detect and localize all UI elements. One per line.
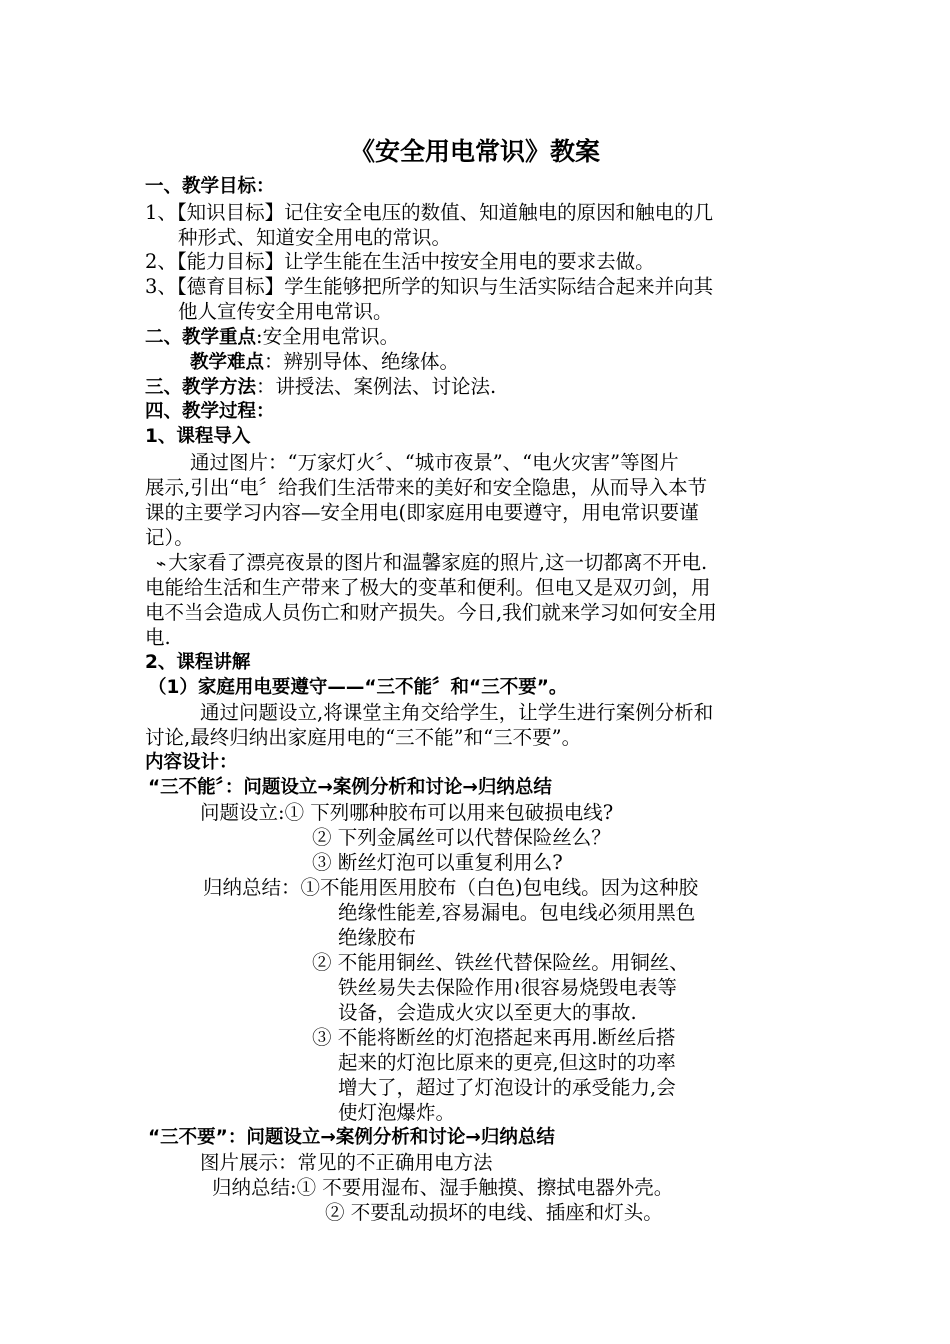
section1-heading: 一、教学目标： [145, 176, 275, 197]
key-point-line [145, 324, 807, 350]
objective-ability: 2、【能力目标】让学生能在生活中按安全用电的要求去做。 [145, 250, 655, 273]
summary-line1 [203, 875, 865, 900]
explain-heading: 2、课程讲解 [145, 652, 251, 673]
answer-1-line3: 绝缘胶布 [338, 926, 417, 949]
objective-moral-line2: 他人宣传安全用电常识。 [178, 300, 393, 323]
answer-3-line4: 使灯泡爆炸。 [338, 1101, 456, 1124]
bullet-symbol-icon: ⌁ [156, 554, 167, 574]
question-1: ① 下列哪种胶布可以用来包破损电线? [284, 801, 614, 824]
answer-3-line3: 增大了，超过了灯泡设计的承受能力,会 [338, 1076, 676, 1099]
three-dont-heading: “三不要”：问题设立→案例分析和讨论→归纳总结 [148, 1127, 555, 1148]
question-2: ② 下列金属丝可以代替保险丝么？ [312, 826, 611, 849]
objective-knowledge-line2: 种形式、知道安全用电的常识。 [178, 226, 452, 249]
section4-heading: 四、教学过程： [145, 401, 275, 422]
intro-p1-line2: 展示,引出“电〞给我们生活带来的美好和安全隐患，从而导入本节 [145, 476, 708, 499]
intro-p2-line3: 电不当会造成人员伤亡和财产损失。今日,我们就来学习如何安全用 [145, 601, 717, 624]
key-point-label: 二、教学重点 [145, 327, 257, 348]
difficulty-label: 教学难点 [190, 352, 265, 373]
answer-2-line2: 铁丝易失去保险作用≀很容易烧毁电表等 [338, 976, 677, 999]
answer-2-line3: 设备，会造成火灾以至更大的事故. [338, 1001, 637, 1024]
key-point-value: :安全用电常识。 [256, 325, 400, 348]
intro-p2-line1: 大家看了漂亮夜景的图片和温馨家庭的照片,这一切都离不开电. [168, 551, 708, 574]
question-label: 问题设立: [200, 801, 285, 824]
question-line1 [200, 800, 862, 825]
answer-1-line2: 绝缘性能差,容易漏电。包电线必须用黑色 [338, 901, 696, 924]
summary-label: 归纳总结： [203, 876, 301, 899]
rule-2: ② 不要乱动损坏的电线、插座和灯头。 [325, 1201, 663, 1224]
sub1-p-line2: 讨论,最终归纳出家庭用电的“三不能”和“三不要”。 [145, 726, 582, 749]
difficulty-value: ：辨别导体、绝缘体。 [264, 350, 460, 373]
sub1-heading: （1）家庭用电要遵守——“三不能〞和“三不要”。 [148, 677, 568, 698]
answer-2-line1: ② 不能用铜丝、铁丝代替保险丝。用铜丝、 [312, 951, 689, 974]
objective-moral-line1: 3、【德育目标】学生能够把所学的知识与生活实际结合起来并向其 [145, 275, 714, 298]
intro-p2-line4: 电. [145, 626, 171, 649]
answer-1-line1: ①不能用医用胶布（白色)包电线。因为这种胶 [300, 876, 699, 899]
method-line [145, 374, 807, 400]
intro-p2-line1-wrap [156, 550, 818, 577]
intro-p1-line3: 课的主要学习内容—安全用电(即家庭用电要遵守，用电常识要谨 [145, 501, 699, 524]
intro-p2-line2: 电能给生活和生产带来了极大的变革和便利。但电又是双刃剑，用 [145, 576, 711, 599]
intro-p1-line4: 记）。 [145, 526, 194, 549]
three-cannot-heading: “三不能〞：问题设立→案例分析和讨论→归纳总结 [148, 777, 552, 798]
picture-label: 图片展示： [200, 1151, 298, 1174]
difficulty-line [190, 349, 852, 375]
design-heading: 内容设计： [145, 752, 238, 773]
summary2-label: 归纳总结: [212, 1176, 297, 1199]
picture-line [200, 1150, 862, 1175]
method-label: 三、教学方法 [145, 377, 257, 398]
rule-1: ① 不要用湿布、湿手触摸、擦拭电器外壳。 [296, 1176, 674, 1199]
summary2-line1 [212, 1175, 874, 1200]
question-3: ③ 断丝灯泡可以重复利用么? [312, 851, 563, 874]
intro-p1-line1: 通过图片：“万家灯火〞、“城市夜景”、“电火灾害”等图片 [190, 451, 679, 474]
picture-value: 常见的不正确用电方法 [297, 1151, 493, 1174]
objective-knowledge-line1: 1、【知识目标】记住安全电压的数值、知道触电的原因和触电的几 [145, 201, 714, 224]
answer-3-line2: 起来的灯泡比原来的更亮,但这时的功率 [338, 1051, 676, 1074]
intro-heading: 1、课程导入 [145, 426, 251, 447]
method-value: ：讲授法、案例法、讨论法. [256, 375, 497, 398]
document-title: 《安全用电常识》教案 [349, 137, 600, 166]
answer-3-line1: ③ 不能将断丝的灯泡搭起来再用.断丝后搭 [312, 1026, 676, 1049]
sub1-p-line1: 通过问题设立,将课堂主角交给学生，让学生进行案例分析和 [200, 701, 714, 724]
